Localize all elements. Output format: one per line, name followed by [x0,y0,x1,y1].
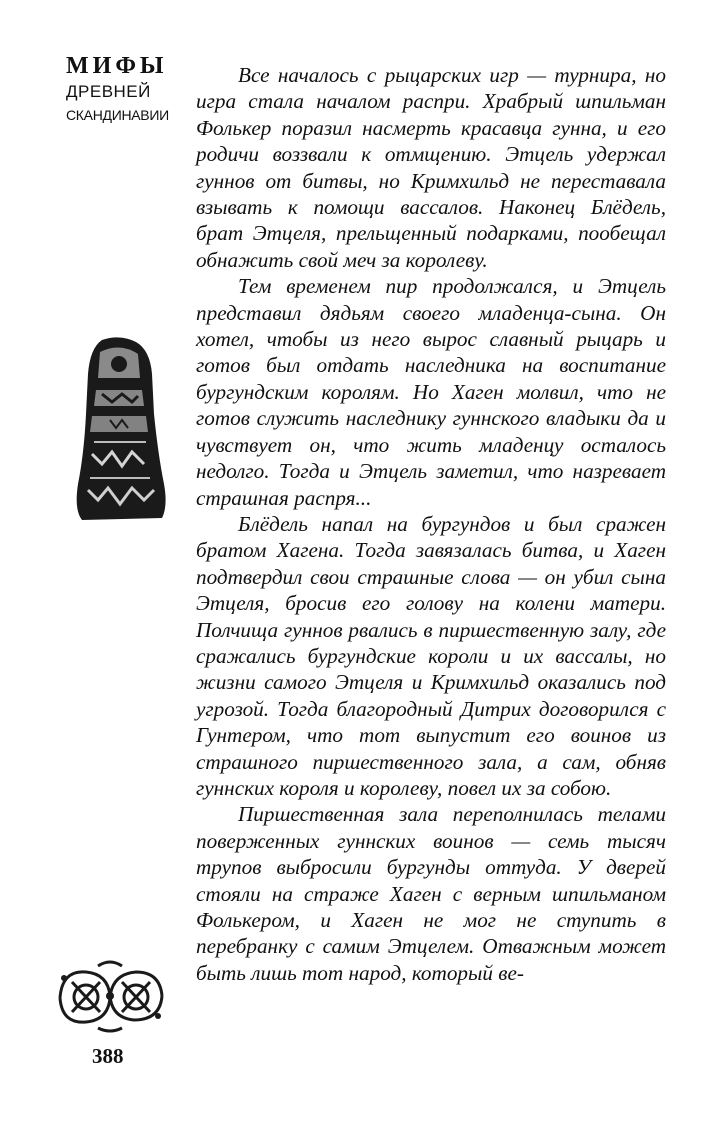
running-head-title: МИФЫ [66,53,168,79]
paragraph: Блёдель напал на бургундов и был сражен братом Хагена. Тогда завязалась битва, и Хаген подтвердил свои страшные слова — он убил сына Этцеля, бросив его голову на колени матери. Полчища гуннов рвались в пиршественную залу, где сражались бургундские короли и их вассалы, но жизни самого Этцеля и Кримхильд оказались под угрозой. Тогда благородный Дитрих договорился с Гунтером, что тот выпустит его воинов из страшного пиршественного зала, а сам, обняв гуннских короля и королеву, повел их за собою. [196,511,666,800]
carved-runestone-icon [72,334,168,524]
page-number: 388 [92,1044,124,1068]
running-head-subtitle: ДРЕВНЕЙ [66,82,151,101]
paragraph: Тем временем пир продолжался, и Этцель представил дядьям своего младенца-сына. Он хотел, чтобы из него вырос славный рыцарь и готов был отдать наследника на воспитание бургундским королям. Но Хаген молвил, что не готов служить наследнику гуннского владыки да и чувствует он, что жить младенцу осталось недолго. Тогда и Этцель заметил, что назревает страшная распря... [196,274,666,510]
running-head [66,52,176,126]
paragraph: Все началось с рыцарских игр — турнира, но игра стала началом распри. Храбрый шпильман Фолькер поразил насмерть красавца гунна, и его родичи воззвали к отмщению. Этцель удержал гуннов от битвы, но Кримхильд не переставала взывать к помощи вассалов. Наконец Блёдель, брат Этцеля, прельщенный подарками, пообещал обнажить свой меч за королеву. [196,63,666,272]
running-head-subtitle-2: СКАНДИНАВИИ [66,107,169,123]
body-text [196,62,666,986]
celtic-knot-ornament-icon [52,958,170,1034]
paragraph: Пиршественная зала переполнилась телами поверженных гуннских воинов — семь тысяч трупов выбросили бургунды оттуда. У дверей стояли на страже Хаген с верным шпильманом Фолькером, и Хаген не мог не ступить в перебранку с самим Этцелем. Отважным может быть лишь тот народ, который ве- [196,802,666,985]
